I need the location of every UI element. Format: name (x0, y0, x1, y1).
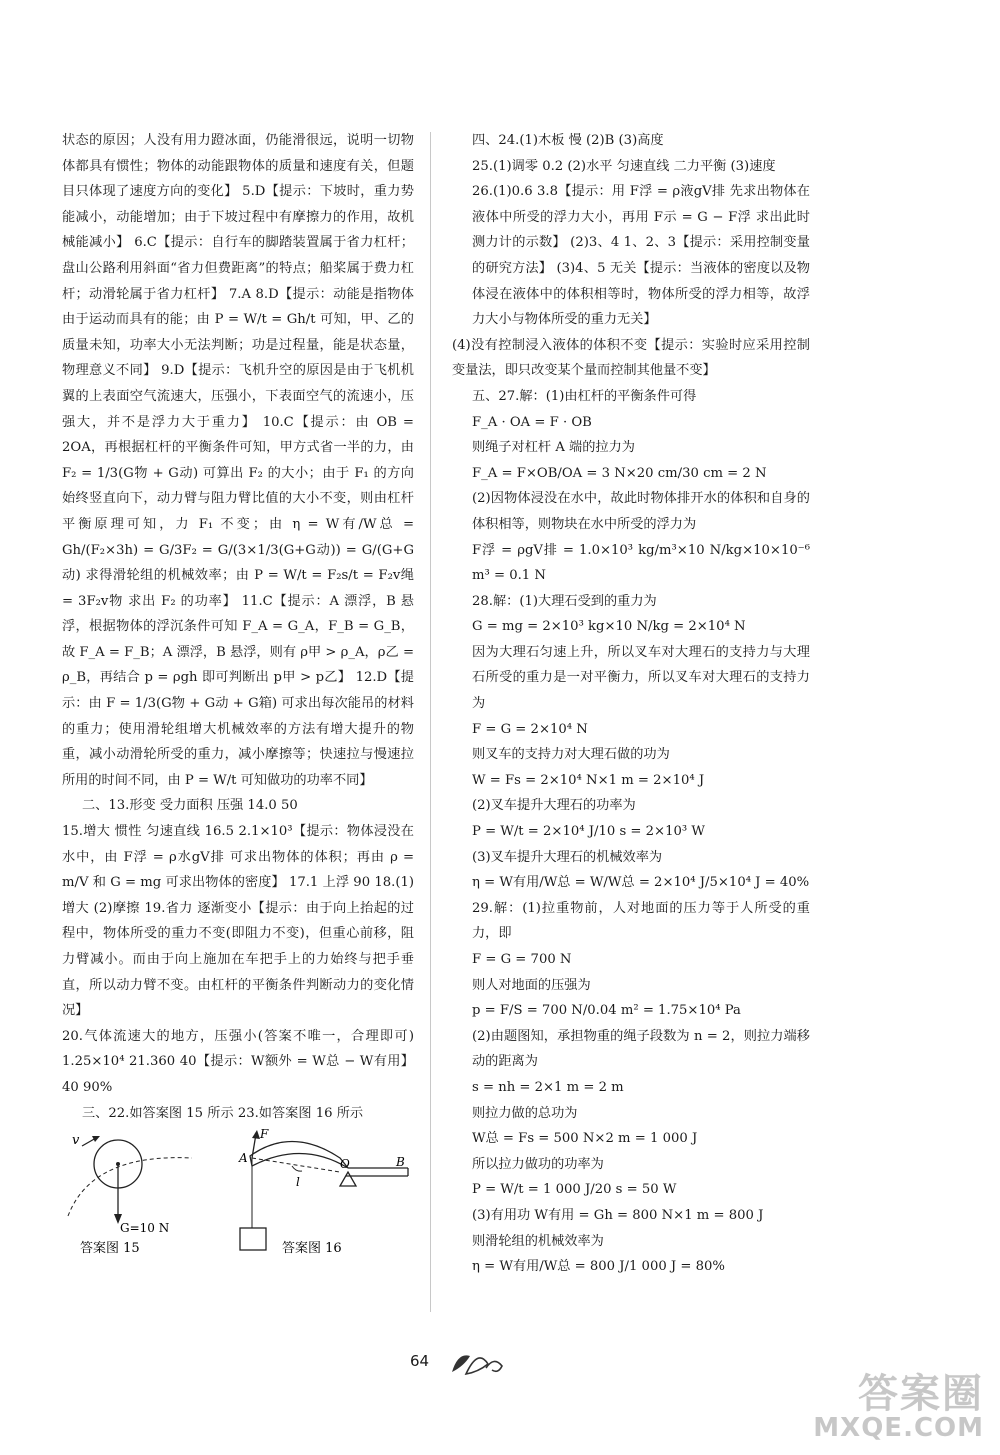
text-rope-force: 则绳子对杠杆 A 端的拉力为 (472, 440, 635, 456)
text-pulley-efficiency: 则滑轮组的机械效率为 (472, 1233, 604, 1249)
leaf-ornament-icon (448, 1346, 508, 1384)
watermark-domain: MXQE.COM (813, 1413, 984, 1443)
text-rope-segments: (2)由题图知，承担物重的绳子段数为 n = 2，则拉力端移动的距离为 (472, 1028, 810, 1070)
dashed-trajectory (68, 1158, 192, 1216)
left-answers-block: 状态的原因；人没有用力蹬冰面，仍能滑很远，说明一切物体都具有惯性；物体的动能跟物体的质量和速度有关，但题目只体现了速度方向的变化】 5.D【提示：下坡时，重力势能减小，动能增加；由于下坡过程中有摩擦力的作用，故机械能减小】 6.C【提示：自行车的脚踏装置属于省力杠杆；盘山公路利用斜面“省力但费距离”的特点；船桨属于费力杠杆；动滑轮属于省力杠杆】 7.A 8.D【提示：动能是指物体由于运动而具有的能；由 P = W/t = Gh/t 可知，甲、乙的质量未知，功率大小无法判断；功是过程量，能是状态量，物理意义不同】 9.D【提示：飞机升空的原因是由于飞机机翼的上表面空气流速大，压强小，下表面空气的流速小，压强大，并不是浮力大于重力】 10.C【提示：由 OB = 2OA，再根据杠杆的平衡条件可知，甲方式省一半的力，由 F₂ = 1/3(G物 + G动) 可算出 F₂ 的大小；由于 F₁ 的方向始终竖直向下，动力臂与阻力臂比值的大小不变，则由杠杆平衡原理可知，力 F₁ 不变；由 η = W有/W总 = Gh/(F₂×3h) = G/3F₂ = G/(3×1/3(G+G动)) = G/(G+G动) 求得滑轮组的机械效率；由 P = W/t = F₂s/t = F₂v绳 = 3F₂v物 求出 F₂ 的功率】 11.C【提示：A 漂浮，B 悬浮，根据物体的浮沉条件可知 F_A = G_A，F_B = G_B，故 F_A = F_B；A 漂浮，B 悬浮，则有 ρ甲 > ρ_A，ρ乙 = ρ_B，再结合 p = ρgh 即可判断出 p甲 > p乙】 12.D【提示：由 F = 1/3(G物 + G动 + G箱) 可求出每次能吊的材料的重力；使用滑轮组增大机械效率的方法有增大提升的物重，减小动滑轮所受的重力，减小摩擦等；快速拉与慢速拉所用的时间不同，由 P = W/t 可知做功的功率不同】 (62, 133, 414, 788)
page-number: 64 (410, 1352, 430, 1370)
formula-pressure: p = F/S = 700 N/0.04 m² = 1.75×10⁴ Pa (472, 1003, 741, 1019)
section-three-heading: 三、22.如答案图 15 所示 23.如答案图 16 所示 (82, 1105, 364, 1121)
formula-pulley-efficiency: η = W有用/W总 = 800 J/1 000 J = 80% (472, 1259, 725, 1275)
answer-26-part-4: (4)没有控制浸入液体的体积不变【提示：实验时应采用控制变量法，即只改变某个量而控制其他量不变】 (452, 337, 810, 379)
gravity-label: G=10 N (120, 1221, 170, 1236)
answer-28: 28.解：(1)大理石受到的重力为 (472, 593, 657, 609)
figure-15 (62, 1128, 232, 1266)
section-four-heading: 四、24.(1)木板 慢 (2)B (3)高度 (472, 133, 664, 148)
text-buoyancy: (2)因物体浸没在水中，故此时物体排开水的体积和自身的体积相等，则物块在水中所受的浮力为 (472, 491, 810, 532)
formula-lever-balance: F_A · OA = F · OB (472, 414, 592, 430)
figure-15-drawing (62, 1128, 232, 1256)
fulcrum (340, 1172, 356, 1186)
formula-support-force: F = G = 2×10⁴ N (472, 721, 588, 737)
text-work: 则叉车的支持力对大理石做的功为 (472, 747, 670, 763)
arm-l-label: l (296, 1175, 300, 1190)
figure-16-drawing (222, 1128, 414, 1256)
figure-15-caption: 答案图 15 (80, 1241, 140, 1257)
column-divider (430, 132, 431, 1312)
formula-work: W = Fs = 2×10⁴ N×1 m = 2×10⁴ J (472, 772, 705, 788)
text-power: (2)叉车提升大理石的功率为 (472, 798, 636, 814)
point-b-label: B (396, 1155, 405, 1170)
answer-26: 26.(1)0.6 3.8【提示：用 F浮 = ρ液gV排 先求出物体在液体中所受的浮力大小，再用 F示 = G − F浮 求出此时测力计的示数】 (2)3、4 1、2、3【提示：采用控制变量的研究方法】 (3)4、5 无关【提示：当液体的密度以及物体浸在液体中的体积相等时，物体所受的浮力相等，故浮力大小与物体所受的重力无关】 (472, 184, 810, 328)
text-efficiency: (3)叉车提升大理石的机械效率为 (472, 849, 663, 865)
point-o-label: O (340, 1157, 350, 1172)
formula-buoyancy: F浮 = ρgV排 = 1.0×10³ kg/m³×10 N/kg×10×10⁻⁶ m³ = 0.1 N (472, 542, 810, 584)
formula-power: P = W/t = 2×10⁴ J/10 s = 2×10³ W (472, 824, 705, 840)
force-arrowhead (252, 1130, 260, 1139)
text-balance-force: 因为大理石匀速上升，所以叉车对大理石的支持力与大理石所受的重力是一对平衡力，所以叉车对大理石的支持力为 (472, 644, 810, 712)
force-label: F (260, 1128, 269, 1142)
formula-pressure-force: F = G = 700 N (472, 952, 572, 967)
formula-useful-work: (3)有用功 W有用 = Gh = 800 N×1 m = 800 J (472, 1207, 764, 1223)
formula-total-work: W总 = Fs = 500 N×2 m = 1 000 J (472, 1131, 698, 1147)
formula-efficiency: η = W有用/W总 = W/W总 = 2×10⁴ J/5×10⁴ J = 40% (472, 875, 810, 891)
answer-figures (62, 1128, 414, 1256)
left-answers-20-21: 20.气体流速大的地方，压强小(答案不唯一，合理即可) 1.25×10⁴ 21.360 40【提示：W额外 = W总 − W有用】 40 90% (62, 1028, 414, 1095)
arm-brace (292, 1166, 302, 1171)
formula-distance: s = nh = 2×1 m = 2 m (472, 1079, 624, 1095)
text-pressure: 则人对地面的压强为 (472, 977, 591, 993)
figure-16-caption: 答案图 16 (282, 1241, 342, 1257)
formula-weight: G = mg = 2×10³ kg×10 N/kg = 2×10⁴ N (472, 619, 746, 635)
lever-handle (250, 1142, 350, 1172)
watermark-chinese: 答案圈 (858, 1371, 984, 1417)
hanging-block (240, 1228, 266, 1250)
velocity-label: v (72, 1133, 80, 1149)
left-column (62, 128, 414, 1256)
left-answers-15-19: 15.增大 惯性 匀速直线 16.5 2.1×10³【提示：物体浸没在水中，由 F浮 = ρ水gV排 可求出物体的体积；再由 ρ = m/V 和 G = mg 可求出物体的密度】 17.1 上浮 90 18.(1)增大 (2)摩擦 19.省力 逐渐变小【提示：由于向上抬起的过程中，物体所受的重力不变(即阻力不变)，但重心前移，阻力臂减小。而由于向上施加在车把手上的力始终与把手垂直，所以动力臂不变。由杠杆的平衡条件判断动力的变化情况】 (62, 824, 414, 1019)
answer-29: 29.解：(1)拉重物前，人对地面的压力等于人所受的重力，即 (472, 900, 810, 942)
answer-25: 25.(1)调零 0.2 (2)水平 匀速直线 二力平衡 (3)速度 (472, 158, 776, 174)
text-pull-power: 所以拉力做功的功率为 (472, 1156, 604, 1172)
section-two-heading: 二、13.形变 受力面积 压强 14.0 50 (82, 798, 298, 814)
point-a-label: A (239, 1151, 248, 1166)
formula-pull-power: P = W/t = 1 000 J/20 s = 50 W (472, 1182, 677, 1198)
watermark (813, 1362, 984, 1443)
formula-fa: F_A = F×OB/OA = 3 N×20 cm/30 cm = 2 N (472, 465, 767, 481)
section-five-heading: 五、27.解：(1)由杠杆的平衡条件可得 (472, 388, 697, 404)
right-column (452, 128, 810, 1280)
figure-16 (222, 1128, 414, 1266)
text-total-work: 则拉力做的总功为 (472, 1105, 578, 1121)
